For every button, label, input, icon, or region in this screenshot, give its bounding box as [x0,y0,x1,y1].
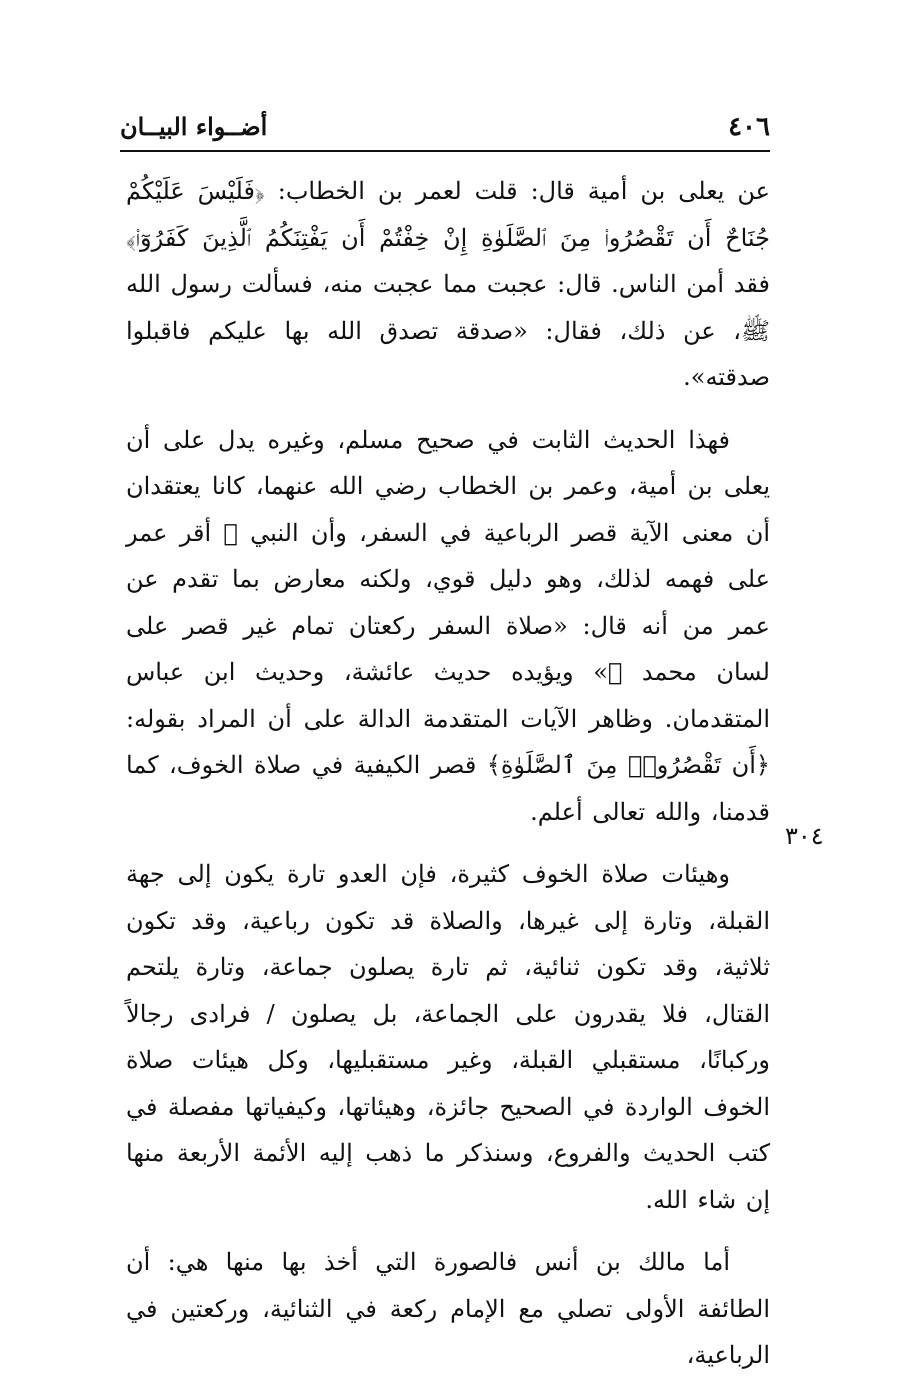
margin-page-reference: ٣٠٤ [785,822,824,850]
running-header [120,112,770,152]
running-title: أضــواء البيــان [120,112,268,141]
page-number: ٤٠٦ [728,112,770,142]
paragraph-1: عن يعلى بن أمية قال: قلت لعمر بن الخطاب: ﴿فَلَيْسَ عَلَيْكُمْ جُنَاحٌ أَن تَقْصُرُوا۟ مِنَ ٱلصَّلَوٰةِ إِنْ خِفْتُمْ أَن يَفْتِنَكُمُ ٱلَّذِينَ كَفَرُوٓا۟﴾ فقد أمن الناس. قال: عجبت مما عجبت منه، فسألت رسول الله ﷺ، عن ذلك، فقال: «صدقة تصدق الله بها عليكم فاقبلوا صدقته». [126,177,770,391]
paragraph-4: أما مالك بن أنس فالصورة التي أخذ بها منها هي: أن الطائفة الأولى تصلي مع الإمام ركعة في الثنائية، وركعتين في الرباعية، [126,1248,770,1369]
header-divider [120,150,770,152]
paragraph-3: وهيئات صلاة الخوف كثيرة، فإن العدو تارة يكون إلى جهة القبلة، وتارة إلى غيرها، والصلاة قد تكون رباعية، وقد تكون ثلاثية، وقد تكون ثنائية، ثم تارة يصلون جماعة، وتارة يلتحم القتال، فلا يقدرون على الجماعة، بل يصلون / فرادى رجالاً وركبانًا، مستقبلي القبلة، وغير مستقبليها، وكل هيئات صلاة الخوف الواردة في الصحيح جائزة، وهيئاتها، وكيفياتها مفصلة في كتب الحديث والفروع، وسنذكر ما ذهب إليه الأئمة الأربعة منها إن شاء الله. [126,860,771,1214]
paragraph-2: فهذا الحديث الثابت في صحيح مسلم، وغيره يدل على أن يعلى بن أمية، وعمر بن الخطاب رضي الله عنهما، كانا يعتقدان أن معنى الآية قصر الرباعية في السفر، وأن النبي ﷺ أقر عمر على فهمه لذلك، وهو دليل قوي، ولكنه معارض بما تقدم عن عمر من أنه قال: «صلاة السفر ركعتان تمام غير قصر على لسان محمد ﷺ» ويؤيده حديث عائشة، وحديث ابن عباس المتقدمان. وظاهر الآيات المتقدمة الدالة على أن المراد بقوله: ﴿أَن تَقْصُرُوا۟ مِنَ ٱلصَّلَوٰةِ﴾ قصر الكيفية في صلاة الخوف، كما قدمنا، والله تعالى أعلم. [126,425,770,826]
body-text [126,168,770,1379]
